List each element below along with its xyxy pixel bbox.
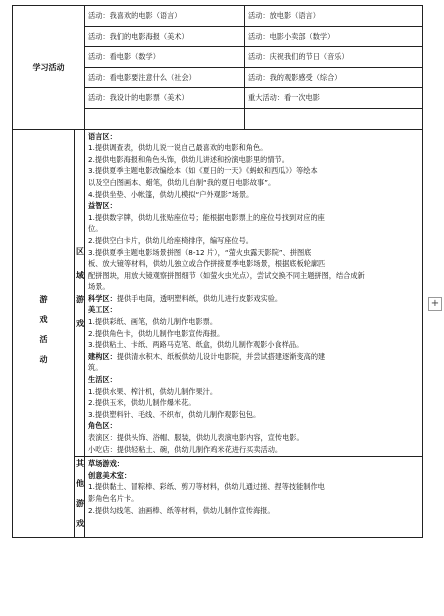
other-game-line: 2.提供勾线笔、油画棒、纸等材料，供幼儿制作宣传海报。: [88, 505, 275, 515]
region-game-line: 1.提供数字牌，供幼儿张贴座位号；能根据电影票上的座位号找到对应的座: [88, 212, 325, 222]
region-game-line: 建构区：提供清水积木、纸板供幼儿设计电影院，并尝试搭建逐渐变高的建: [88, 351, 326, 361]
region-game-line: 美工区：: [88, 305, 117, 315]
other-game-content: [85, 457, 423, 538]
game-activity-label: 游 戏 活 动: [13, 129, 75, 538]
add-row-button[interactable]: +: [428, 297, 442, 311]
region-game-line: 3.提供塑料针、毛线、不织布，供幼儿制作观影包包。: [88, 409, 261, 419]
region-game-line: 筑。: [88, 363, 103, 373]
region-game-line: 以及空白图画本、蜡笔，供幼儿自制“我的夏日电影故事”。: [88, 177, 276, 187]
learning-right-2: 活动：庆祝我们的节日（音乐）: [245, 47, 423, 68]
learning-left-0: 活动：我喜欢的电影（语言）: [85, 6, 245, 27]
learning-empty-left: [85, 108, 245, 129]
learning-right-4: 重大活动：看一次电影: [245, 88, 423, 109]
region-game-line: 场景。: [88, 282, 110, 292]
region-game-line: 4.提供坐垫、小帐篷，供幼儿模拟“户外观影”场景。: [88, 189, 254, 199]
learning-left-2: 活动：看电影（数学）: [85, 47, 245, 68]
learning-right-3: 活动：我的观影感受（综合）: [245, 67, 423, 88]
other-game-line: 影角色名片卡。: [88, 493, 139, 503]
region-game-line: 益智区：: [88, 201, 117, 211]
region-game-line: 3.提供夏季主题电影改编绘本（如《夏日的一天》《蚂蚁和西瓜》）等绘本: [88, 166, 318, 176]
region-game-line: 角色区：: [88, 421, 117, 431]
region-game-line: 2.提供角色卡，供幼儿制作电影宣传海报。: [88, 328, 225, 338]
learning-empty-right: [245, 108, 423, 129]
region-game-line: 3.提供夏季主题电影场景拼图（8-12 片），“萤火虫露天影院”、拼图底: [88, 247, 312, 257]
other-game-line: 1.提供黏土、冒粽棒、彩纸、剪刀等材料，供幼儿通过搓、捏等技能制作电: [88, 482, 325, 492]
weekly-plan-table: [12, 5, 423, 538]
region-game-line: 1.提供调查表，供幼儿说一说自己最喜欢的电影和角色。: [88, 143, 268, 153]
other-game-line: 草场游戏：: [88, 459, 124, 469]
region-game-line: 表演区：提供头饰、浴帽、服装，供幼儿表演电影内容，宣传电影。: [88, 433, 304, 442]
region-game-line: 3.提供粘土、卡纸、两路马克笔、纸盒，供幼儿制作观影小食样品。: [88, 340, 304, 350]
region-game-line: 2.提供空白卡片，供幼儿给座椅排序，编写座位号。: [88, 235, 253, 245]
region-game-line: 配拼图块，用放大镜观察拼图细节（如萤火虫光点），尝试交换不同主题拼图，结合成新: [88, 270, 365, 280]
learning-left-4: 活动：我设计的电影票（美术）: [85, 88, 245, 109]
learning-right-0: 活动：放电影（语言）: [245, 6, 423, 27]
region-game-line: 科学区：提供手电筒，透明塑料纸，供幼儿进行皮影戏实验。: [88, 293, 283, 303]
learning-right-1: 活动：电影小卖部（数学）: [245, 26, 423, 47]
region-game-line: 小吃店：提供轻粘土、碗，供幼儿制作鸡米花进行买卖活动。: [88, 444, 283, 454]
learning-left-3: 活动：看电影要注意什么（社会）: [85, 67, 245, 88]
learning-left-1: 活动：我们的电影海报（美术）: [85, 26, 245, 47]
region-game-line: 生活区：: [88, 375, 117, 385]
region-game-line: 2.提供玉米，供幼儿制作爆米花。: [88, 398, 196, 408]
learning-activity-label: 学习活动: [13, 6, 85, 130]
region-game-label: 区 域 游 戏: [75, 129, 85, 457]
other-game-line: 创意美术室：: [88, 470, 132, 480]
region-game-line: 2.提供电影海报和角色头饰，供幼儿讲述和扮演电影里的情节。: [88, 154, 289, 164]
other-game-label: 其 他 游 戏: [75, 457, 85, 538]
region-game-content: [85, 129, 423, 457]
region-game-line: 板、放大镜等材料，供幼儿独立或合作拼接夏季电影场景，根据底板轮廓匹: [88, 259, 326, 269]
region-game-line: 语言区：: [88, 131, 117, 141]
region-game-line: 1.提供彩纸、画笔，供幼儿制作电影票。: [88, 317, 218, 327]
region-game-line: 位。: [88, 224, 103, 234]
region-game-line: 1.提供水果、榨汁机，供幼儿制作果汁。: [88, 386, 218, 396]
